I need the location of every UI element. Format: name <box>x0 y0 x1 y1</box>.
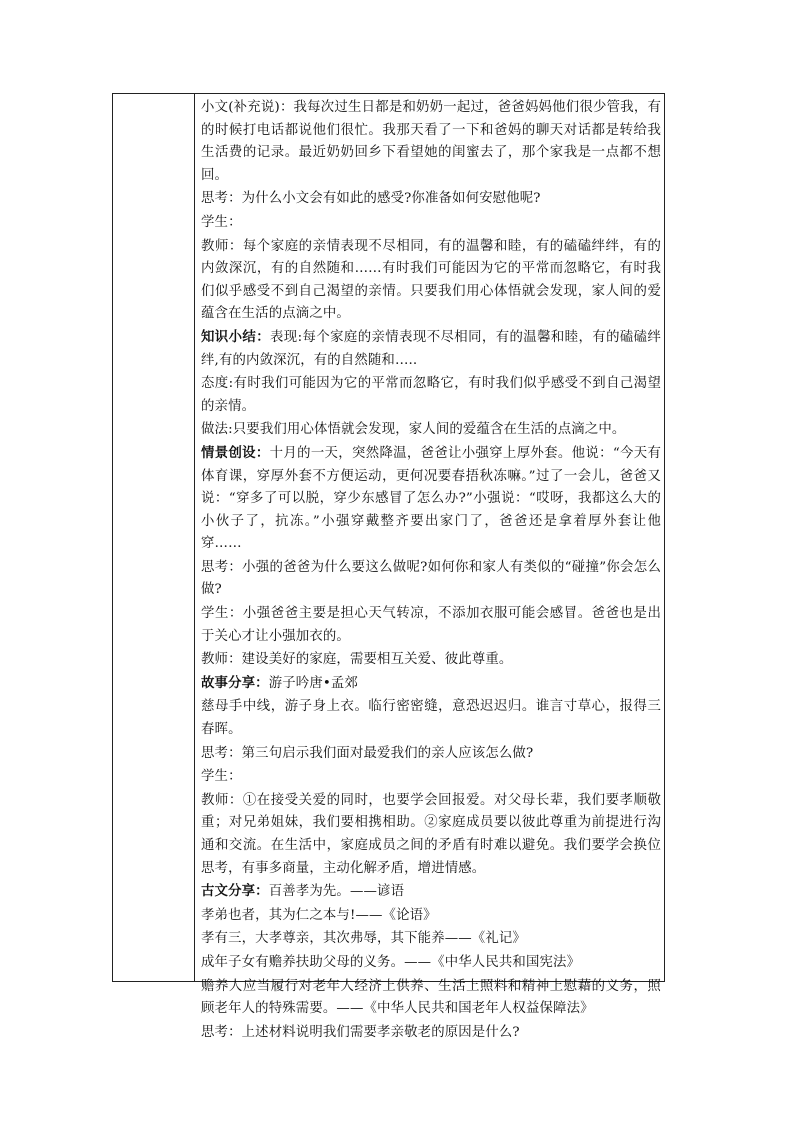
left-column-cell <box>113 94 195 981</box>
content-cell <box>201 96 661 1044</box>
paragraph-method: 做法:只要我们用心体悟就会发现，家人间的爱蕴含在生活的点滴之中。 <box>201 422 626 438</box>
paragraph-analects: 孝弟也者，其为仁之本与!——《论语》 <box>201 907 437 923</box>
paragraph-teacher-2: 教师：建设美好的家庭，需要相互关爱、彼此尊重。 <box>201 652 513 668</box>
paragraph-summary: 知识小结：表现:每个家庭的亲情表现不尽相同，有的温馨和睦，有的磕磕绊绊,有的内敛深沉，有的自然随和….. <box>201 328 662 368</box>
paragraph-think-3: 思考：第三句启示我们面对最爱我们的亲人应该怎么做? <box>201 745 534 761</box>
paragraph-student-3: 学生： <box>201 769 242 785</box>
paragraph-think-4: 思考：上述材料说明我们需要孝亲敬老的原因是什么? <box>201 1024 520 1040</box>
paragraph-poem: 慈母手中线，游子身上衣。临行密密缝，意恐迟迟归。谁言寸草心，报得三春晖。 <box>201 699 661 738</box>
paragraph-elderly-law: 赡养人应当履行对老年人经济上供养、生活上照料和精神上慰藉的义务，照顾老年人的特殊需要。——《中华人民共和国老年人权益保障法》 <box>201 978 661 1017</box>
paragraph-story-title: 故事分享：游子吟唐•孟郊 <box>201 674 358 691</box>
paragraph-think-1: 思考：为什么小文会有如此的感受?你准备如何安慰他呢? <box>201 191 541 207</box>
paragraph-constitution: 成年子女有赡养扶助父母的义务。——《中华人民共和国宪法》 <box>201 954 581 970</box>
paragraph-classics-title: 古文分享：百善孝为先。——谚语 <box>201 883 405 900</box>
paragraph-think-2: 思考：小强的爸爸为什么要这么做呢?如何你和家人有类似的“碰撞”你会怎么做? <box>201 559 661 598</box>
paragraph-liji: 孝有三，大孝尊亲，其次弗辱，其下能养——《礼记》 <box>201 931 526 947</box>
paragraph-xiaowen: 小文(补充说)：我每次过生日都是和奶奶一起过，爸爸妈妈他们很少管我，有的时候打电话都说他们很忙。我那天看了一下和爸妈的聊天对话都是转给我生活费的记录。最近奶奶回乡下看望她的闺蜜去了，那个家我是一点都不想回。 <box>201 100 661 183</box>
paragraph-student-2: 学生：小强爸爸主要是担心天气转凉，不添加衣服可能会感冒。爸爸也是出于关心才让小强加衣的。 <box>201 606 661 644</box>
paragraph-student-1: 学生： <box>201 214 242 230</box>
lesson-table <box>112 93 665 1040</box>
paragraph-attitude: 态度:有时我们可能因为它的平常而忽略它，有时我们似乎感受不到自己渴望的亲情。 <box>201 376 661 414</box>
paragraph-teacher-3: 教师：①在接受关爱的同时，也要学会回报爱。对父母长辈，我们要孝顺敬重；对兄弟姐妹，我们要相携相助。②家庭成员要以彼此尊重为前提进行沟通和交流。在生活中，家庭成员之间的矛盾有时难以避免。我们要学会换位思考，有事多商量，主动化解矛盾，增进情感。 <box>201 792 661 876</box>
paragraph-scenario: 情景创设：十月的一天，突然降温，爸爸让小强穿上厚外套。他说：“今天有体育课，穿厚外套不方便运动，更何况要春捂秋冻嘛。”过了一会儿，爸爸又说：“穿多了可以脱，穿少东感冒了怎么办?”小强说：“哎呀，我都这么大的小伙子了，抗冻。”小强穿戴整齐要出家门了，爸爸还是拿着厚外套让他穿…… <box>201 444 661 552</box>
paragraph-teacher-1: 教师：每个家庭的亲情表现不尽相同，有的温馨和睦，有的磕磕绊绊，有的内敛深沉，有的自然随和……有时我们可能因为它的平常而忽略它，有时我们似乎感受不到自己渴望的亲情。只要我们用心体悟就会发现，家人间的爱蕴含在生活的点滴之中。 <box>201 238 661 322</box>
